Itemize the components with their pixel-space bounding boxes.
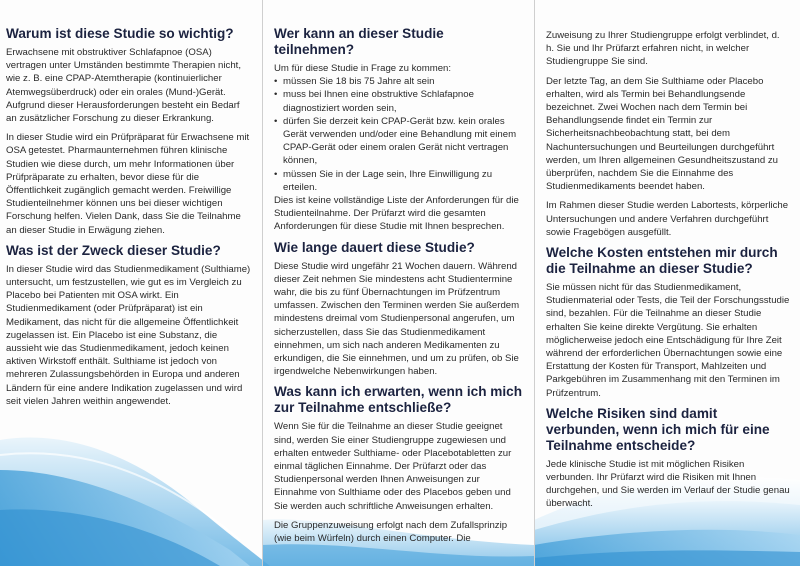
panel-fold-line	[534, 0, 535, 566]
section-heading: Welche Risiken sind damit verbunden, wenn ich mich für eine Teilnahme entscheide?	[546, 405, 770, 453]
section-heading: Was kann ich erwarten, wenn ich mich zur Teilnahme entschließe?	[274, 384, 523, 416]
paragraph: Diese Studie wird ungefähr 21 Wochen dauern. Während dieser Zeit nehmen Sie mindestens acht Studientermine wahr, die bis zu fünf Übernachtungen im Prüfzentrum umfassen. Zwischen den Terminen werden Sie außerdem mindestens dreimal vom Studienpersonal angerufen, um sicherzustellen, dass Sie das Studienmedikament einnehmen, um sich nach anderen Medikamenten zu erkundigen, die Sie einnehmen, und um zu prüfen, ob Sie irgendwelche Nebenwirkungen haben.	[274, 260, 520, 378]
paragraph: Der letzte Tag, an dem Sie Sulthiame oder Placebo erhalten, wird als Termin bei Behandlungsende bezeichnet. Zwei Wochen nach dem Termin bei Behandlungsende findet ein Termin zur Sicherheitsnachbeobachtung statt, bei dem Nachuntersuchungen und Beurteilungen durchgeführt werden, um Ihren allgemeinen Gesundheitszustand zu überprüfen, nachdem Sie die Einnahme des Studienmedikaments beendet haben.	[546, 75, 778, 193]
section-heading: Welche Kosten entstehen mir durch die Teilnahme an dieser Studie?	[546, 245, 778, 277]
paragraph: Wenn Sie für die Teilnahme an dieser Studie geeignet sind, werden Sie einer Studiengruppe zugewiesen und erhalten entweder Sulthiame- oder Placebotabletten zur einmal täglichen Einnahme. Der Prüfarzt oder das Studienpersonal werden Ihnen Anweisungen zur Einnahme von Sulthiame oder des Placebos geben und Sie werden auch schriftliche Anweisungen erhalten.	[274, 421, 512, 512]
section-heading: Was ist der Zweck dieser Studie?	[6, 242, 221, 258]
section-heading: Wer kann an dieser Studie teilnehmen?	[274, 26, 444, 57]
list-item: • dürfen Sie derzeit kein CPAP-Gerät bzw. kein orales Gerät verwenden und/oder eine Behandlung mit einem CPAP-Gerät oder einem oralen Gerät nicht vertragen können,	[274, 115, 524, 168]
list-item: • muss bei Ihnen eine obstruktive Schlafapnoe diagnostiziert worden sein,	[274, 88, 524, 114]
list-item: • müssen Sie in der Lage sein, Ihre Einwilligung zu erteilen.	[274, 168, 524, 194]
paragraph: Um für diese Studie in Frage zu kommen:	[274, 63, 452, 74]
panel-left	[0, 0, 262, 566]
paragraph: In dieser Studie wird ein Prüfpräparat für Erwachsene mit OSA getestet. Pharmaunternehmen führen klinische Studien wie diese durch, um mehr Informationen über Prüfpräparate zu erhalten, bevor diese für die Öffentlichkeit zugänglich gemacht werden. Freiwillige Studienteilnehmer können uns bei dieser wichtigen Forschung helfen. Vielen Dank, dass Sie die Teilnahme an dieser Studie in Erwägung ziehen.	[6, 132, 250, 236]
paragraph: Zuweisung zu Ihrer Studiengruppe erfolgt verblindet, d. h. Sie und Ihr Prüfarzt erfahren nicht, in welcher Studiengruppe Sie sind.	[546, 30, 780, 68]
paragraph: Dies ist keine vollständige Liste der Anforderungen für die Studienteilnahme. Der Prüfarzt wird die gesamten Anforderungen für diese Studie mit Ihnen besprechen.	[274, 195, 519, 233]
paragraph: Erwachsene mit obstruktiver Schlafapnoe (OSA) vertragen unter Umständen bestimmte Therapien nicht, wie z. B. eine CPAP-Atemtherapie (kontinuierlicher Atemwegsüberdruck) oder ein orales (Mund-)Gerät. Aufgrund dieser Herausforderungen besteht ein Bedarf an zusätzlicher Forschung zu dieser Erkrankung.	[6, 47, 241, 125]
paragraph: Jede klinische Studie ist mit möglichen Risiken verbunden. Ihr Prüfarzt wird die Risiken mit Ihnen durchgehen, und Sie werden im Verlauf der Studie genau überwacht.	[546, 458, 790, 510]
paragraph: Sie müssen nicht für das Studienmedikament, Studienmaterial oder Tests, die Teil der Forschungsstudie sind, bezahlen. Für die Teilnahme an dieser Studie erhalten Sie keine direkte Vergütung. Sie erhalten möglicherweise jedoch eine Entschädigung für Ihre Zeit während der erforderlichen Übernachtungen sowie eine Erstattung der Kosten für Transport, Mahlzeiten und Parkgebühren im Zusammenhang mit den Terminen im Prüfzentrum.	[546, 282, 790, 399]
panel-fold-line	[262, 0, 263, 566]
section-heading: Warum ist diese Studie so wichtig?	[6, 26, 234, 41]
paragraph: Im Rahmen dieser Studie werden Labortests, körperliche Untersuchungen und andere Verfahren durchgeführt sowie Fragebögen ausgefüllt.	[546, 200, 789, 238]
eligibility-list	[274, 75, 524, 194]
paragraph: Die Gruppenzuweisung erfolgt nach dem Zufallsprinzip (wie beim Würfeln) durch einen Computer. Die	[274, 519, 508, 545]
list-item: • müssen Sie 18 bis 75 Jahre alt sein	[274, 75, 524, 88]
section-heading: Wie lange dauert diese Studie?	[274, 239, 475, 255]
paragraph: In dieser Studie wird das Studienmedikament (Sulthiame) untersucht, um festzustellen, wie gut es im Vergleich zu Placebo bei Patienten mit OSA wirkt. Ein Studienmedikament (oder Prüfpräparat) ist ein Medikament, das nicht für die allgemeine Öffentlichkeit zugelassen ist. Ein Placebo ist eine Substanz, die aussieht wie das Studienmedikament, jedoch keinen aktiven Wirkstoff enthält. Sulthiame ist jedoch von mehreren Zulassungsbehörden in Europa und anderen Ländern für eine andere Indikation zugelassen und wird seit vielen Jahren weithin angewendet.	[6, 263, 251, 407]
panel-middle	[262, 0, 534, 566]
panel-right	[534, 0, 800, 566]
